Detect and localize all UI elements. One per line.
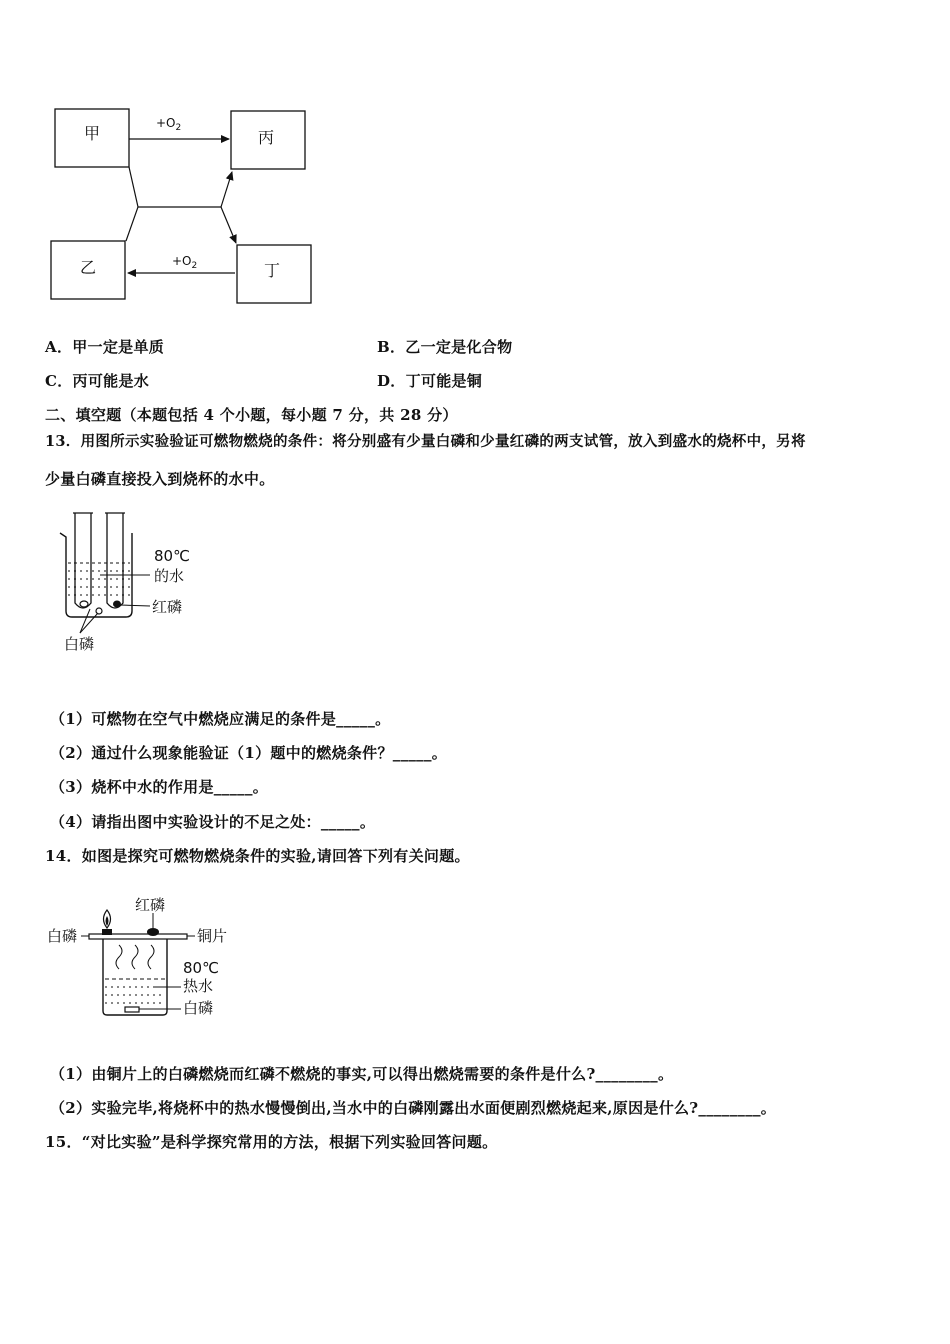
q14-sub1: （1）由铜片上的白磷燃烧而红磷不燃烧的事实,可以得出燃烧需要的条件是什么?________。 bbox=[50, 1065, 674, 1083]
test-tube-right bbox=[107, 513, 123, 608]
water-surface bbox=[68, 563, 130, 595]
q14-sub2: （2）实验完毕,将烧杯中的热水慢慢倒出,当水中的白磷刚露出水面便剧烈燃烧起来,原因是什么?________。 bbox=[50, 1099, 777, 1117]
hot-water-surface bbox=[105, 979, 165, 1003]
box-ding-label: 丁 bbox=[264, 261, 281, 280]
q13-label-water: 的水 bbox=[154, 567, 185, 585]
bracket-connector bbox=[126, 167, 138, 241]
q13-label-temp: 80℃ bbox=[154, 547, 190, 565]
transformation-diagram bbox=[40, 95, 340, 320]
bottom-arrow-label: $+O_2$ bbox=[172, 254, 198, 271]
box-yi-label: 乙 bbox=[80, 258, 97, 277]
section-title: 二、填空题（本题包括 4 个小题，每小题 7 分，共 28 分） bbox=[45, 406, 458, 424]
q13-sub4: （4）请指出图中实验设计的不足之处：_____。 bbox=[50, 813, 376, 831]
white-phosphorus-tube bbox=[80, 601, 88, 607]
option-c: C．丙可能是水 bbox=[45, 372, 150, 390]
q15-stem: 15．“对比实验”是科学探究常用的方法，根据下列实验回答问题。 bbox=[45, 1133, 498, 1151]
option-a: A．甲一定是单质 bbox=[45, 338, 165, 356]
q14-label-temp: 80℃ bbox=[183, 959, 219, 977]
q13-stem-line2: 少量白磷直接投入到烧杯的水中。 bbox=[45, 470, 275, 488]
vapor bbox=[116, 945, 154, 969]
q14-figure bbox=[45, 893, 245, 1023]
option-d: D．丁可能是铜 bbox=[377, 372, 483, 390]
arrow-to-bing bbox=[221, 172, 232, 207]
top-arrow-label: $+O_2$ bbox=[156, 116, 182, 133]
q13-figure bbox=[50, 505, 210, 655]
option-b: B．乙一定是化合物 bbox=[377, 338, 513, 356]
test-tube-left bbox=[75, 513, 91, 608]
q14-label-red-p: 红磷 bbox=[135, 896, 166, 914]
q14-label-white-p-bottom: 白磷 bbox=[183, 999, 214, 1017]
box-jia-label: 甲 bbox=[84, 124, 101, 143]
q13-stem-line1: 13．用图所示实验验证可燃物燃烧的条件：将分别盛有少量白磷和少量红磷的两支试管，放入到盛水的烧杯中，另将 bbox=[45, 433, 806, 450]
white-phosphorus-copper bbox=[102, 929, 112, 935]
white-phosphorus-water bbox=[96, 608, 102, 614]
q13-sub2: （2）通过什么现象能验证（1）题中的燃烧条件？_____。 bbox=[50, 744, 448, 762]
white-phosphorus-bottom bbox=[125, 1007, 139, 1012]
q14-label-white-p-left: 白磷 bbox=[47, 927, 78, 945]
red-phosphorus bbox=[113, 601, 121, 608]
box-bing-label: 丙 bbox=[258, 128, 275, 147]
beaker-q14 bbox=[103, 939, 167, 1015]
q13-label-white-p: 白磷 bbox=[64, 635, 95, 653]
q13-sub3: （3）烧杯中水的作用是_____。 bbox=[50, 778, 269, 796]
red-phosphorus-copper bbox=[147, 928, 159, 936]
arrow-to-ding bbox=[221, 207, 236, 243]
q13-label-red-p: 红磷 bbox=[152, 598, 183, 616]
q14-stem: 14．如图是探究可燃物燃烧条件的实验,请回答下列有关问题。 bbox=[45, 847, 470, 865]
q13-sub1: （1）可燃物在空气中燃烧应满足的条件是_____。 bbox=[50, 710, 391, 728]
q14-label-copper: 铜片 bbox=[197, 927, 228, 945]
q14-label-hot-water: 热水 bbox=[183, 977, 214, 995]
